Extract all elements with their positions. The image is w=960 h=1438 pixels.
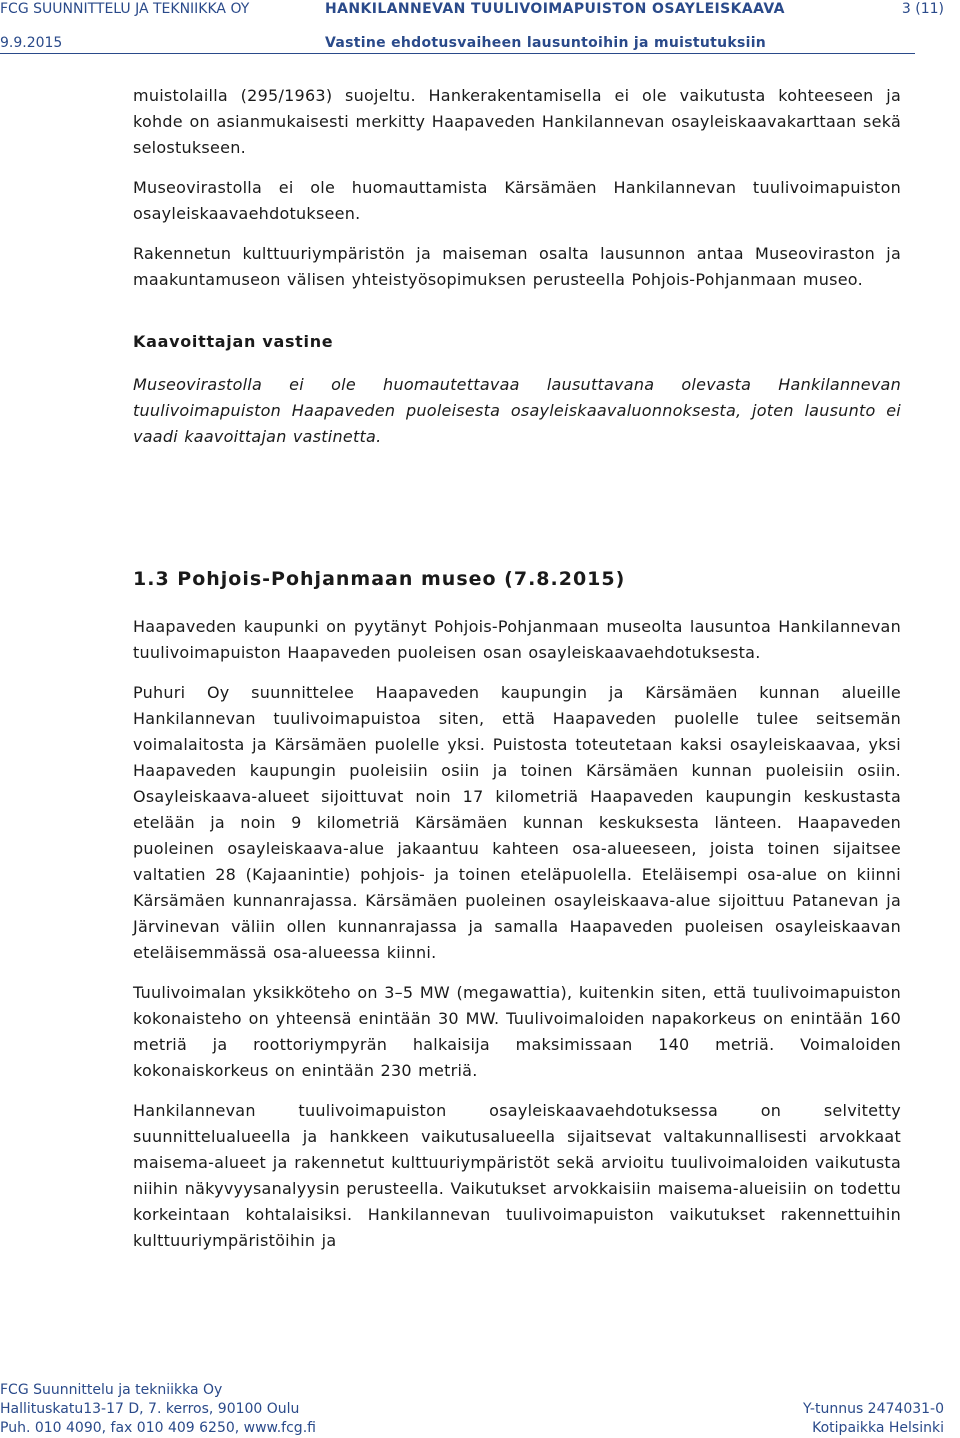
main-content [133,83,901,450]
footer-business-id: Y-tunnus 2474031-0 [803,1401,944,1417]
footer-company: FCG Suunnittelu ja tekniikka Oy [0,1382,223,1398]
header-company: FCG SUUNNITTELU JA TEKNIIKKA OY [0,1,250,17]
footer-domicile: Kotipaikka Helsinki [812,1420,944,1436]
body-paragraph-3: Rakennetun kulttuuriympäristön ja maiseman osalta lausunnon antaa Museoviraston ja maakuntamuseon välisen yhteistyösopimuksen perusteella Pohjois-Pohjanmaan museo. [133,244,901,289]
body-paragraph-6: Tuulivoimalan yksikköteho on 3–5 MW (megawattia), kuitenkin siten, että tuulivoimapuiston kokonaisteho on yhteensä enintään 30 MW. Tuulivoimaloiden napakorkeus on enintään 160 metriä ja roottoriympyrän halkaisija maksimissaan 140 metriä. Voimaloiden kokonaiskorkeus on enintään 230 metriä. [133,983,901,1080]
header-page-number: 3 (11) [901,1,944,17]
vastine-heading: Kaavoittajan vastine [133,332,334,351]
body-paragraph-7: Hankilannevan tuulivoimapuiston osayleiskaavaehdotuksessa on selvitetty suunnittelualueella ja hankkeen vaikutusalueella sijaitsevat valtakunnallisesti arvokkaat maisema-alueet ja rakennetut kulttuuriympäristöt sekä arvioitu tuulivoimaloiden vaikutusta niihin näkyvyysanalyysin perusteella. Vaikutukset arvokkaisiin maisema-alueisiin on todettu korkeintaan kohtalaisiksi. Hankilannevan tuulivoimapuiston vaikutukset rakennettuihin kulttuuriympäristöihin ja [133,1101,901,1250]
page-subheader [0,35,960,55]
body-paragraph-5: Puhuri Oy suunnittelee Haapaveden kaupungin ja Kärsämäen kunnan alueille Hankilannevan tuulivoimapuistoa siten, että Haapaveden puolelle tulee seitsemän voimalaitosta ja Kärsämäen puolelle yksi. Puistosta toteutetaan kaksi osayleiskaavaa, yksi Haapaveden kaupungin puoleisiin osiin ja toinen Kärsämäen kunnan puoleisiin osiin. Osayleiskaava-alueet sijoittuvat noin 17 kilometriä Haapaveden kaupungin keskustasta etelään ja noin 9 kilometriä Kärsämäen kunnan keskuksesta länteen. Haapaveden puoleinen osayleiskaava-alue jakaantuu kahteen osa-alueeseen, joista toinen sijaitsee valtatien 28 (Kajaanintie) pohjois- ja toinen eteläpuolella. Eteläisempi osa-alue on kiinni Kärsämäen kunnanrajassa. Kärsämäen puoleinen osayleiskaava-alue sijoittuu Patanevan ja Järvinevan väliin ollen kunnanrajassa ja samalla Haapaveden puoleisen osayleiskaavan eteläisemmässä osa-alueessa kiinni. [133,683,901,962]
body-paragraph-2: Museovirastolla ei ole huomauttamista Kärsämäen Hankilannevan tuulivoimapuiston osayleiskaavaehdotukseen. [133,178,901,223]
body-paragraph-4: Haapaveden kaupunki on pyytänyt Pohjois-Pohjanmaan museolta lausuntoa Hankilannevan tuulivoimapuiston Haapaveden puoleisen osan osayleiskaavaehdotuksesta. [133,617,901,662]
page-header [0,1,960,21]
header-subtitle: Vastine ehdotusvaiheen lausuntoihin ja muistutuksiin [325,35,767,51]
header-date: 9.9.2015 [0,35,63,51]
footer-address: Hallituskatu13-17 D, 7. kerros, 90100 Oulu [0,1401,300,1417]
vastine-text: Museovirastolla ei ole huomautettavaa lausuttavana olevasta Hankilannevan tuulivoimapuiston Haapaveden puoleisesta osayleiskaavaluonnoksesta, joten lausunto ei vaadi kaavoittajan vastinetta. [133,375,901,446]
header-divider [0,53,915,54]
body-paragraph-1: muistolailla (295/1963) suojeltu. Hankerakentamisella ei ole vaikutusta kohteeseen ja kohde on asianmukaisesti merkitty Haapaveden Hankilannevan osayleiskaavakarttaan sekä selostukseen. [133,86,901,157]
section-content [133,614,901,1254]
header-doc-title: HANKILANNEVAN TUULIVOIMAPUISTON OSAYLEISKAAVA [325,1,785,17]
section-heading: 1.3 Pohjois-Pohjanmaan museo (7.8.2015) [133,568,626,590]
footer-contact: Puh. 010 4090, fax 010 409 6250, www.fcg.fi [0,1420,316,1436]
